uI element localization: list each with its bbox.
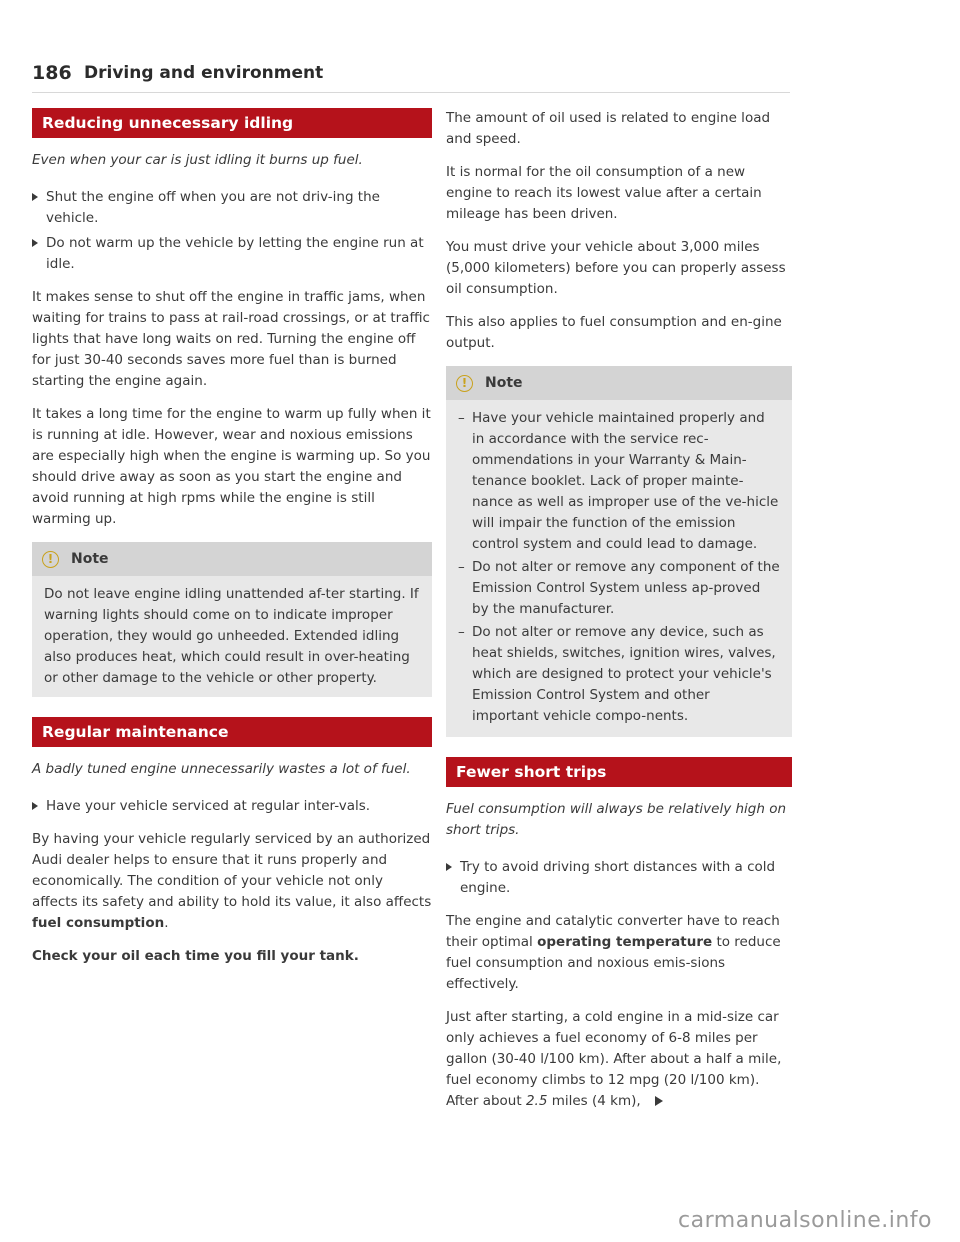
oil-check-line: Check your oil each time you fill your tank. [32,948,359,964]
warning-circle-icon: ! [456,375,473,392]
note-body [446,400,792,727]
watermark: carmanualsonline.info [678,1208,932,1233]
note-box-idling [32,542,432,697]
triangle-bullet-icon [32,239,38,247]
section-title: Driving and environment [84,63,324,83]
list-item: Shut the engine off when you are not driv-ing the vehicle. [32,187,432,229]
right-column [446,108,792,1124]
list-item: – Do not alter or remove any device, such as heat shields, switches, ignition wires, valves, which are designed to protect your vehicle's Emission Control System and other important vehicle compo-nents. [458,624,776,724]
paragraph: This also applies to fuel consumption and en-gine output. [446,314,782,351]
intro-maintenance: A badly tuned engine unnecessarily wastes a lot of fuel. [32,761,411,777]
paragraph: It is normal for the oil consumption of a new engine to reach its lowest value after a certain mileage has been driven. [446,164,762,222]
triangle-bullet-icon [446,863,452,871]
warning-circle-icon: ! [42,551,59,568]
heading-reducing-idling: Reducing unnecessary idling [32,108,432,138]
continue-arrow-icon [655,1096,663,1106]
paragraph: The amount of oil used is related to engine load and speed. [446,110,771,147]
paragraph: It makes sense to shut off the engine in traffic jams, when waiting for trains to pass at rail-road crossings, or at traffic lights that have long waits on red. Turning the engine off for just 30-40 seconds saves more fuel than is burned starting the engine again. [32,289,430,389]
short-trips-instructions [446,857,792,899]
note-box-emissions [446,366,792,737]
page-number: 186 [32,62,72,84]
list-item: – Have your vehicle maintained properly and in accordance with the service rec-ommendations in your Warranty & Main-tenance booklet. Lack of proper mainte-nance as well as improper use of the ve-hicle will impair the function of the emission control system and could lead to damage. [458,410,779,552]
paragraph: It takes a long time for the engine to warm up fully when it is running at idle. However, wear and noxious emissions are especially high when the engine is warming up. So you should drive away as soon as you start the engine and avoid running at high rpms while the engine is still warming up. [32,406,431,527]
paragraph: By having your vehicle regularly serviced by an authorized Audi dealer helps to ensure that it runs properly and economically. The condition of your vehicle not only affects its safety and ability to hold its value, it also affects fuel consumption. [32,831,432,931]
list-item: Try to avoid driving short distances with a cold engine. [446,857,792,899]
note-text: Do not leave engine idling unattended af-ter starting. If warning lights should come on to indicate improper operation, they would go unheeded. Extended idling also produces heat, which could result in over-heating or other damage to the vehicle or other property. [44,586,419,686]
heading-regular-maintenance: Regular maintenance [32,717,432,747]
intro-short-trips: Fuel consumption will always be relatively high on short trips. [446,801,787,838]
paragraph: You must drive your vehicle about 3,000 miles (5,000 kilometers) before you can properly assess oil consumption. [446,239,786,297]
note-label: Note [485,375,523,391]
paragraph: The engine and catalytic converter have to reach their optimal operating temperature to reduce fuel consumption and noxious emis-sions effectively. [446,913,781,992]
left-column [32,108,432,979]
triangle-bullet-icon [32,802,38,810]
intro-idling: Even when your car is just idling it burns up fuel. [32,152,363,168]
note-body [32,576,432,689]
triangle-bullet-icon [32,193,38,201]
list-item: – Do not alter or remove any component of the Emission Control System unless ap-proved by the manufacturer. [458,559,780,617]
maintenance-instructions [32,796,432,817]
paragraph: Just after starting, a cold engine in a mid-size car only achieves a fuel economy of 6-8 miles per gallon (30-40 l/100 km). After about a half a mile, fuel economy climbs to 12 mpg (20 l/100 km). After about 2.5 miles (4 km), [446,1009,782,1109]
idling-instructions [32,187,432,275]
note-header [446,366,792,400]
list-item: Do not warm up the vehicle by letting the engine run at idle. [32,233,432,275]
note-header [32,542,432,576]
list-item: Have your vehicle serviced at regular inter-vals. [32,796,432,817]
note-list [458,408,780,727]
note-label: Note [71,551,109,567]
page-header [32,62,790,93]
heading-fewer-short-trips: Fewer short trips [446,757,792,787]
